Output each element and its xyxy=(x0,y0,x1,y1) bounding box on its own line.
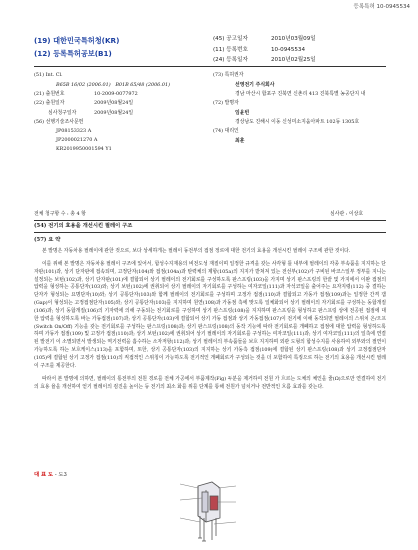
ipc-code-1: B65B 16/02 (2006.01) xyxy=(56,81,111,88)
patent-number-header: 등록특허 10-0945534 xyxy=(353,4,410,10)
agent-name: 최훈 xyxy=(235,137,245,144)
office-name: (19) 대한민국특허청(KR) xyxy=(34,36,120,45)
rep-figure-value: - 도3 xyxy=(54,472,67,478)
biblio-left xyxy=(34,72,209,156)
rep-figure-title: 대 표 도 xyxy=(34,472,54,478)
invention-title: (54) 전기의 효용을 개선시킨 필레이 구조 xyxy=(34,223,133,229)
exam-date: 2009년08월24일 xyxy=(94,109,134,116)
app-date-label: (22) 출원일자 xyxy=(34,100,65,107)
owner-name: 선영전기 주식회사 xyxy=(235,81,275,88)
ipc-code-2: B01B 65/48 (2006.01) xyxy=(115,81,170,88)
publication-info xyxy=(213,36,316,68)
agent-label: (74) 대리인 xyxy=(213,128,239,135)
ipc-label: (51) Int. Cl. xyxy=(34,72,63,78)
abstract-heading: (57) 요 약 xyxy=(34,237,61,243)
app-date: 2009년08월24일 xyxy=(94,100,134,107)
header-rule xyxy=(34,66,386,67)
prior-art-2: JP2000021270 A xyxy=(56,137,98,144)
prior-art-3: KR2019950001594 Y1 xyxy=(56,146,112,153)
abstract-paragraph-2: 이를 위해 본 발명은 자동차용 필레이 구조에 있어서, 합성수지재용의 비전도성 재질이며 일정한 규격을 갖는 사각형 틀 내부에 필레이의 각종 부속품을 지지하는 단자판(101)과, 상기 단자판에 접속되며, 고정단자(104)와 접점(104a)과 탄력체의 제항(105a)의 지지가 받쳐져 있는 전선부(102)가 구비된 바코스일부 정부를 지니는 설정되는 보턴(102)과, 상기 단자판(101)에 결합되어 상기 필레이의 전기회로를 구성하도록 판스프링(103)을 가지며 상기 판스프링의 한끝 및 가지에서 이완 접점의 압력을 형성하는 공통단자(103)와; 상기 보턴(102)에 권취되어 상기 필레이의 자기회로를 구성하는 여자코일(111)과 자석코일을 출어주는 요자지령(112) 중 결하는 단자가 형성되는 요명단자(10)와; 상기 공통단자(103)와 함께 필레이의 전기회로를 구성하며 고정가 접점(110)과 결합되고 가동가 접점(109)과는 일정한 간격 갭(Gap)이 형성되는 고정접점단자(105)와; 상기 공통단자(103)를 지지하며 원연(108)과 가동점 측에 맞도록 일체화되어 상기 필레이의 자기회로를 구성하는 동합개질(106)과; 상기 동합개질(106)의 기자력에 의해 구동되는 전기회로를 구성하며 상기 판스프링(108)을 지지하며 판스프링을 형성하고 판스프링 상에 전공된 접점에 대한 압력을 형성하도록 바는 가동접점(107)과; 상기 공통단자(103)에 결합되어 상기 가동 접점과 상기 가동접점(107)이 전기에 이해 동작되면 필레이의 스위치 온/오프(Switch On/Off) 기능을 갖는 전기회로를 구성하는 판스프링(108)과; 상기 판스프링(108)의 동작 기능에 따라 전기회로를 개폐하고 접점에 대한 압력을 형성하도록 하며 가동가 접점(109) 및 고정가 접점(110)과; 상기 보턴(102)에 권취되어 상기 필레이의 자기회로를 구성하는 여자코일(111)과; 상기 여자코일(111)의 일측에 연결된 발전기 이 소멸되면서 발생되는 역기전력을 흡수하는 소자저항(112)과; 상기 필레이의 부속품들을 보호 지지하며 외관 도형의 합성수지를 사용하여 외부와의 절연이 가능하도록 하는 보호케이스(113)을 포함하며, 또한, 상기 공통단자(103)의 지지하는 상기 가동측 접점(109)에 결합된 상기 판스프링(108)과 상기 고정접점단자(105)에 결합된 상기 고정가 접점(110)의 직접적인 스위칭이 가능하도록 전기적인 개폐회로가 구성되는 것을 더 포함하여 특징으로 하는 전기의 효용을 개선시킨 필레이 구조를 제공한다. xyxy=(34,260,386,369)
app-no-label: (21) 출원번호 xyxy=(34,91,65,98)
inventor-address: 경상남도 진해시 이동 신성미소지움아파트 102동 1305호 xyxy=(235,118,360,125)
owner-label: (73) 특허권자 xyxy=(213,72,244,78)
representative-figure-label xyxy=(34,472,67,479)
reg-date-label: (24) 등록일자 xyxy=(213,57,248,64)
ipc-codes xyxy=(34,82,209,89)
title-rule-top xyxy=(34,220,386,221)
exam-date-label: 심사청구일자 xyxy=(48,109,77,116)
prior-art-label: (56) 선행기술조사문헌 xyxy=(34,118,84,125)
publication-kind: (12) 등록특허공보(B1) xyxy=(34,48,112,58)
inventor-label: (72) 발명자 xyxy=(213,100,239,107)
reg-no: 10-0945534 xyxy=(271,46,306,53)
abstract-paragraph-3: 따라서 본 발명에 의하면, 필레이의 통전부의 전원 경로를 전체 가공에서 부품제작(Fig) 두분을 제거하여 전원 가 흐르는 도체의 체인을 줄(Ω)으로만 연결하여 전기의 효용 율을 개선하여 얻기 필레이의 검진을 높이는 등 전기의 최소 화를 위를 단계를 통해 전원가 넘치거나 전반적인 흐름 효과를 갖는다. xyxy=(34,375,386,390)
relay-drawing xyxy=(140,478,300,546)
prior-art-1: JP08153323 A xyxy=(56,128,92,135)
reg-no-label: (11) 등록번호 xyxy=(213,46,248,53)
relay-coil-icon xyxy=(210,496,218,510)
title-rule-bottom xyxy=(34,232,386,233)
abstract-body xyxy=(34,248,386,391)
office-header xyxy=(34,36,119,61)
owner-address: 경남 마산시 합포구 진북면 신촌리 413 진북특별 농공단지 내 xyxy=(235,90,366,97)
claims-summary: 전체 청구항 수 : 총 4 항 xyxy=(34,211,86,217)
app-no: 10-2009-0077972 xyxy=(94,91,138,98)
pub-date-label: (45) 공고일자 xyxy=(213,36,248,42)
reg-date: 2010년02월25일 xyxy=(271,57,316,64)
biblio-right xyxy=(213,72,388,147)
pub-date: 2010년03월09일 xyxy=(271,36,316,42)
examiner: 심사관 : 이상호 xyxy=(330,211,364,217)
abstract-paragraph-1: 본 발명은 자동차용 필레이에 관한 것으로, 보다 상세하게는 필레이 동전부의 접점 정로에 대한 전기의 효용을 개선시킨 필레이 구조에 관한 것이다. xyxy=(42,248,351,254)
inventor-name: 임윤빈 xyxy=(235,109,250,116)
